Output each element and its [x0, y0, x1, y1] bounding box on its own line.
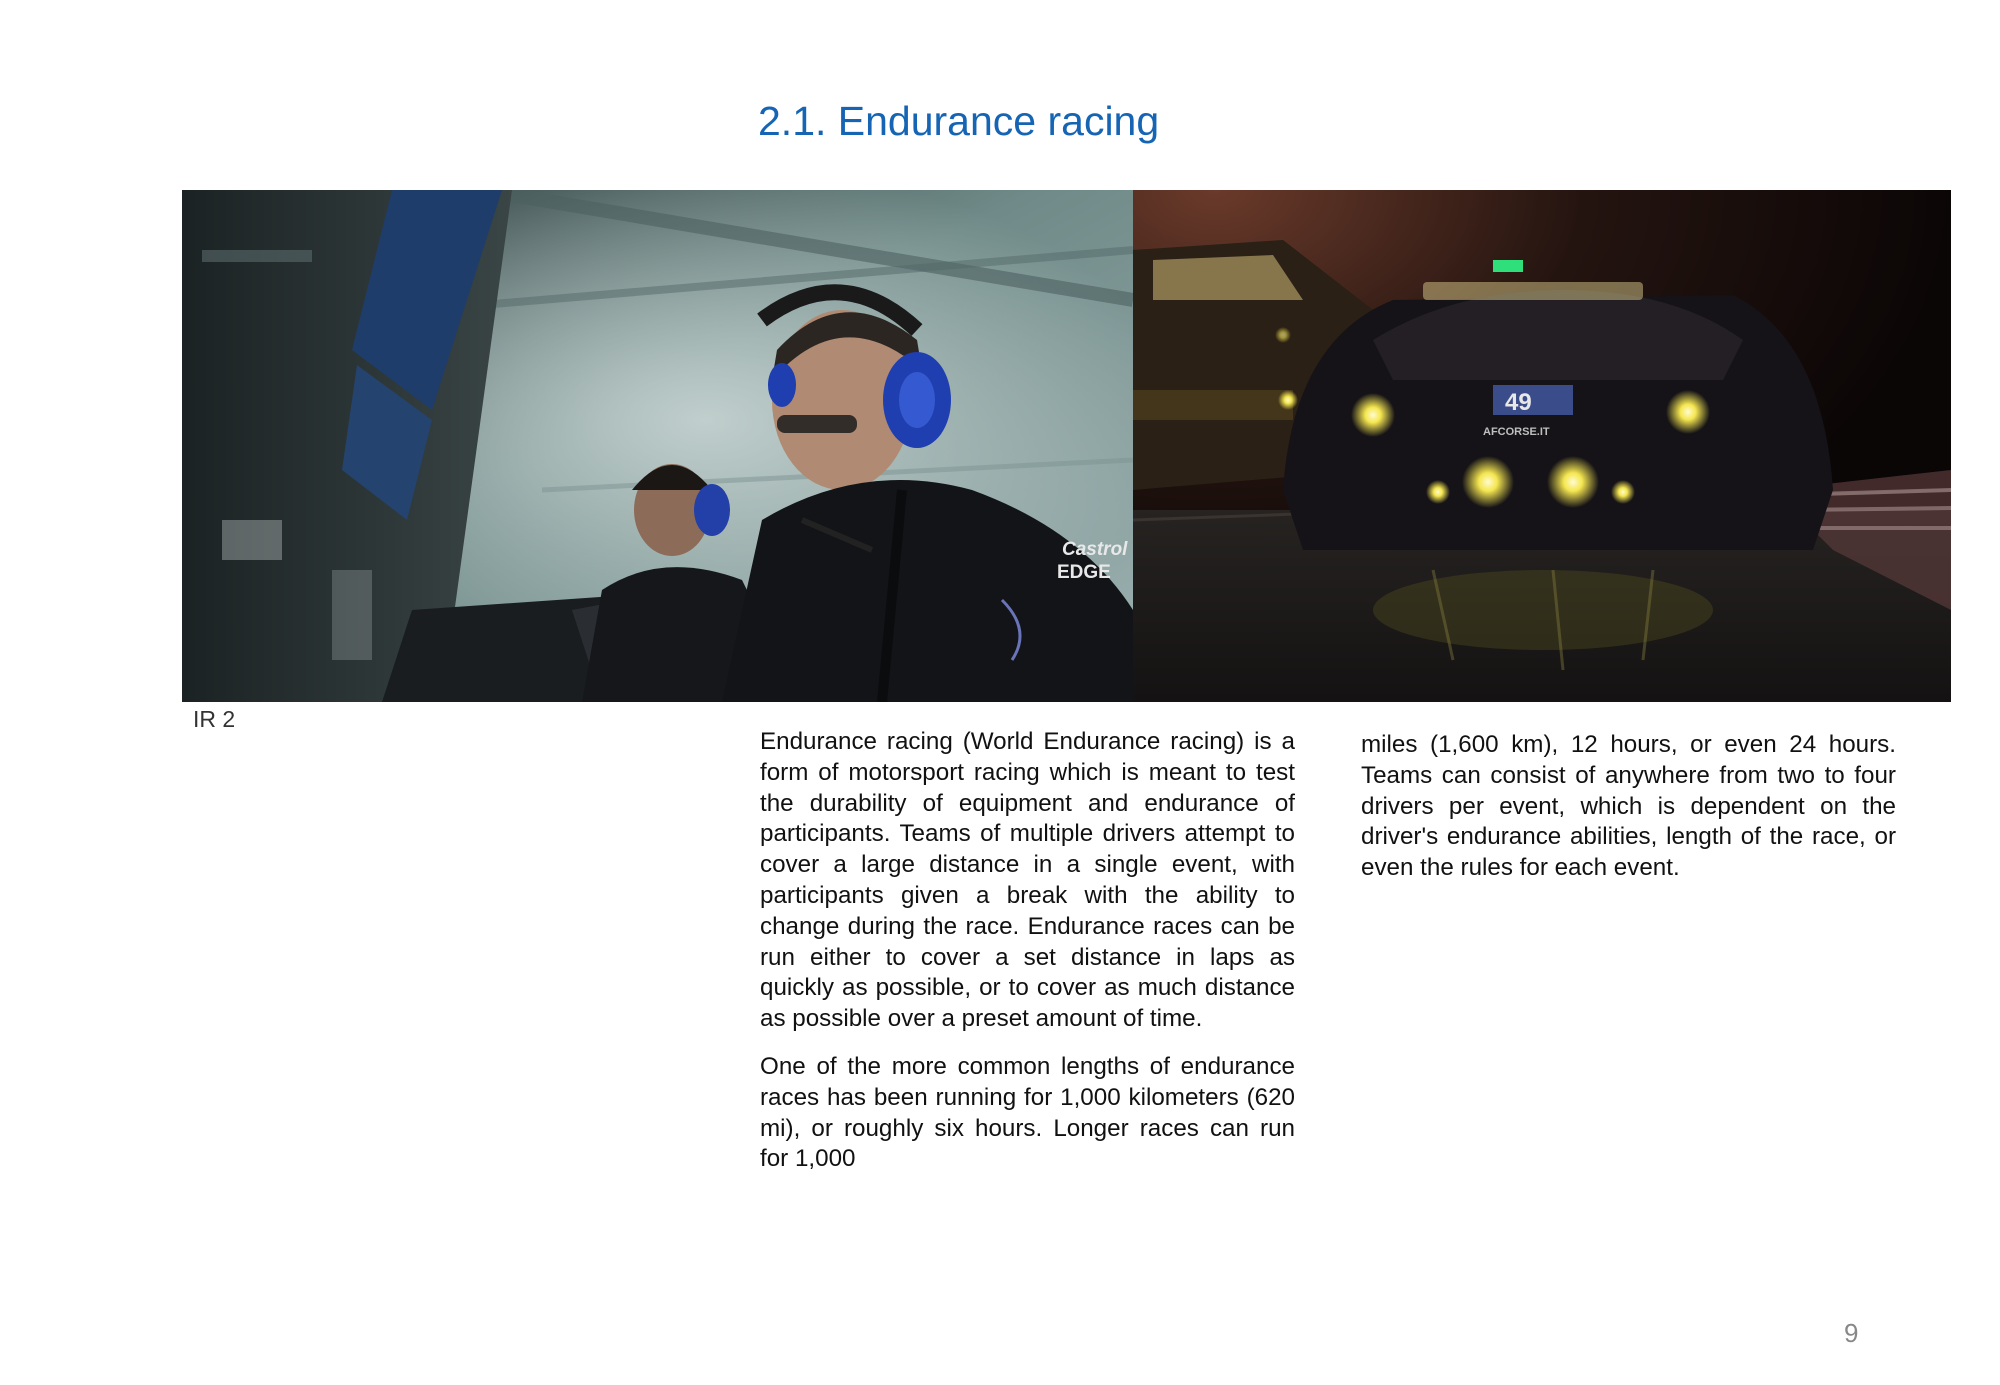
paragraph-3: miles (1,600 km), 12 hours, or even 24 hours. Teams can consist of anywhere from two to four drivers per event, which is dependent on the driver's endurance abilities, length of the race, or even the rules for each event. — [1361, 731, 1896, 882]
image-caption: IR 2 — [193, 706, 236, 732]
race-car-image — [1133, 190, 1951, 702]
body-column-right — [1361, 730, 1896, 901]
body-column-left — [760, 727, 1295, 1192]
race-engineers-photo — [182, 190, 1133, 702]
sponsor-logo-castrol: Castrol — [1062, 539, 1128, 560]
section-heading: 2.1. Endurance racing — [758, 98, 1160, 144]
paragraph-1: Endurance racing (World Endurance racing) is a form of motorsport racing which is meant to test the durability of equipment and endurance of participants. Teams of multiple drivers attempt to cover a large distance in a single event, with participants given a break with the ability to change during the race. Endurance races can be run either to cover a set distance in laps as quickly as possible, or to cover as much distance as possible over a preset amount of time. — [760, 728, 1295, 1033]
paragraph-2: One of the more common lengths of endurance races has been running for 1,000 kilometers (620 mi), or roughly six hours. Longer races can run for 1,000 — [760, 1052, 1295, 1173]
page-number: 9 — [1844, 1318, 1859, 1348]
race-engineers-image — [182, 190, 1133, 702]
car-number: 49 — [1505, 389, 1532, 416]
sponsor-logo-edge: EDGE — [1057, 562, 1111, 583]
car-sponsor-text: AFCORSE.IT — [1483, 426, 1550, 438]
race-car-night-photo — [1133, 190, 1951, 702]
